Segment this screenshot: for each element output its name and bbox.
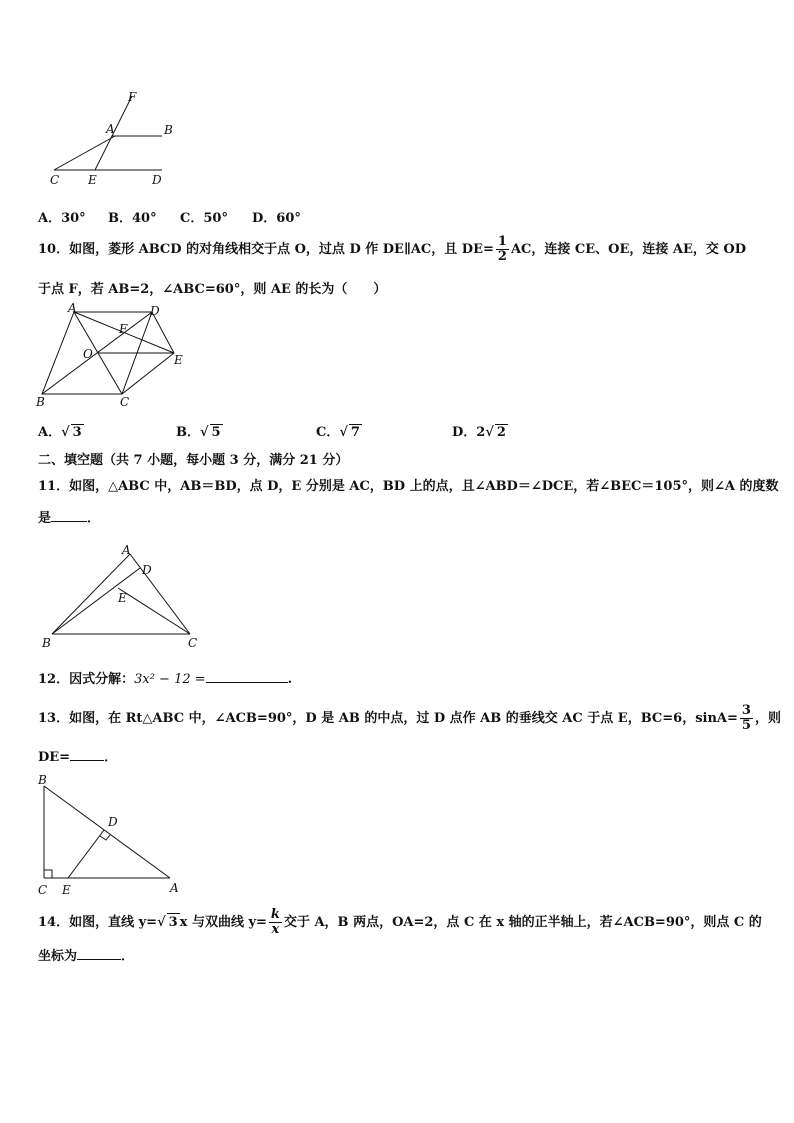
- q12-line: [38, 671, 292, 689]
- q9-option-a: A．30°: [38, 211, 86, 226]
- q11-line2-suffix: ．: [87, 511, 101, 526]
- q10-option-d-coef: 2: [476, 425, 486, 440]
- q10-option-d-prefix: D．: [452, 425, 477, 440]
- q13-fraction: [740, 704, 753, 733]
- q12-answer-blank[interactable]: [206, 682, 288, 683]
- q14-text-c: 交于 A，B 两点，OA=2，点 C 在 x 轴的正半轴上，若∠ACB=90°，则点 C 的: [283, 915, 762, 930]
- q10-line1: [38, 235, 746, 264]
- q10-text-a: 10．如图，菱形 ABCD 的对角线相交于点 O，过点 D 作 DE∥AC，且 DE=: [38, 242, 494, 257]
- label-e: E: [174, 353, 183, 367]
- q14-frac-num: k: [270, 907, 280, 922]
- q13-line2-prefix: DE=: [38, 750, 71, 765]
- q9-option-b: B．40°: [108, 211, 157, 226]
- q10-figure: [34, 302, 194, 410]
- q10-frac-num: 1: [497, 234, 507, 249]
- label-e: E: [118, 591, 127, 605]
- q14-line2: [38, 948, 134, 966]
- seg-de: [152, 312, 174, 353]
- label-d: D: [152, 173, 162, 187]
- q10-option-c-radicand: 7: [350, 425, 360, 440]
- q13-text-a: 13．如图，在 Rt△ABC 中，∠ACB=90°，D 是 AB 的中点，过 D 点作 AB 的垂线交 AC 于点 E，BC=6，sinA=: [38, 711, 738, 726]
- label-d: D: [108, 815, 118, 829]
- q14-frac-den: x: [271, 922, 280, 937]
- q10-option-c: C．√ 7: [316, 425, 360, 440]
- seg-ba: [44, 786, 170, 878]
- q10-frac-den: 2: [497, 249, 507, 264]
- right-angle-d: [100, 835, 110, 840]
- q10-option-a: A．√ 3: [38, 425, 82, 440]
- q10-option-a-radicand: 3: [72, 425, 82, 440]
- q10-text-b: AC，连接 CE、OE，连接 AE，交 OD: [510, 242, 747, 257]
- label-d: D: [150, 304, 160, 318]
- label-c: C: [120, 395, 130, 409]
- label-e: E: [88, 173, 97, 187]
- q9-option-d: D．60°: [252, 211, 301, 226]
- section2-title: 二、填空题（共 7 小题，每小题 3 分，满分 21 分）: [38, 453, 349, 468]
- label-a: A: [106, 122, 115, 136]
- q13-line2: [38, 749, 117, 767]
- q12-suffix: .: [287, 672, 293, 687]
- q14-line2-prefix: 坐标为: [38, 949, 78, 964]
- q10-fraction: [496, 235, 509, 264]
- q14-answer-blank[interactable]: [77, 959, 121, 960]
- q13-figure: [34, 770, 190, 898]
- label-a: A: [68, 302, 77, 315]
- right-angle-c: [44, 870, 52, 878]
- q10-option-d-radicand: 2: [496, 425, 506, 440]
- q14-fraction: [269, 908, 282, 937]
- q10-option-b-prefix: B．: [176, 425, 200, 440]
- q11-line2: [38, 510, 100, 528]
- q10-option-a-prefix: A．: [38, 425, 62, 440]
- q10-option-b-radicand: 5: [211, 425, 221, 440]
- q11-figure: [36, 540, 206, 652]
- label-b: B: [164, 123, 173, 137]
- q13-frac-num: 3: [741, 703, 751, 718]
- label-f: F: [119, 322, 128, 336]
- q9-option-c: C．50°: [180, 211, 228, 226]
- line-ca: [54, 136, 115, 170]
- q13-frac-den: 5: [741, 718, 751, 733]
- seg-ce: [118, 588, 190, 634]
- label-b: B: [36, 395, 45, 409]
- seg-ac: [130, 554, 190, 634]
- q10-line2: 于点 F，若 AB=2，∠ABC=60°，则 AE 的长为（ ）: [38, 282, 387, 297]
- q11-line2-prefix: 是: [38, 511, 52, 526]
- label-o: O: [83, 347, 93, 361]
- label-c: C: [38, 883, 48, 897]
- q11-line1: 11．如图，△ABC 中，AB＝BD，点 D，E 分别是 AC，BD 上的点，且∠ABD＝∠DCE，若∠BEC＝105°，则∠A 的度数: [38, 479, 779, 494]
- label-b: B: [42, 636, 51, 650]
- q14-radicand: 3: [168, 915, 178, 930]
- q13-text-b: ，则: [754, 711, 781, 726]
- label-d: D: [142, 563, 152, 577]
- q10-option-b: B．√ 5: [176, 425, 221, 440]
- label-a: A: [122, 543, 131, 557]
- q12-prefix: 12．因式分解：: [38, 672, 135, 687]
- q14-line1: 14．如图，直线 y=√ 3 x 与双曲线 y= $\frac{k}{x}$ 交于 A，B 两点，OA=2，点 C 在 x 轴的正半轴上，若∠ACB=90°，则点 C 的: [38, 907, 762, 937]
- q14-line2-suffix: ．: [121, 949, 135, 964]
- label-b: B: [38, 773, 47, 787]
- q10-option-d: D．2√ 2: [452, 425, 506, 440]
- label-f: F: [128, 90, 137, 104]
- label-c: C: [50, 173, 60, 187]
- label-e: E: [62, 883, 71, 897]
- q11-answer-blank[interactable]: [51, 521, 87, 522]
- label-c: C: [188, 636, 198, 650]
- q9-figure: [40, 86, 180, 190]
- q14-text-a: 14．如图，直线 y=: [38, 915, 158, 930]
- q10-option-c-prefix: C．: [316, 425, 340, 440]
- seg-bd: [52, 568, 140, 634]
- q12-expression: 3x² − 12 =: [134, 672, 206, 687]
- q14-text-b: x 与双曲线 y=: [179, 915, 267, 930]
- q13-line1: [38, 704, 781, 733]
- label-a: A: [170, 881, 179, 895]
- seg-de: [68, 830, 104, 878]
- q13-answer-blank[interactable]: [70, 760, 104, 761]
- q13-line2-suffix: ．: [104, 750, 118, 765]
